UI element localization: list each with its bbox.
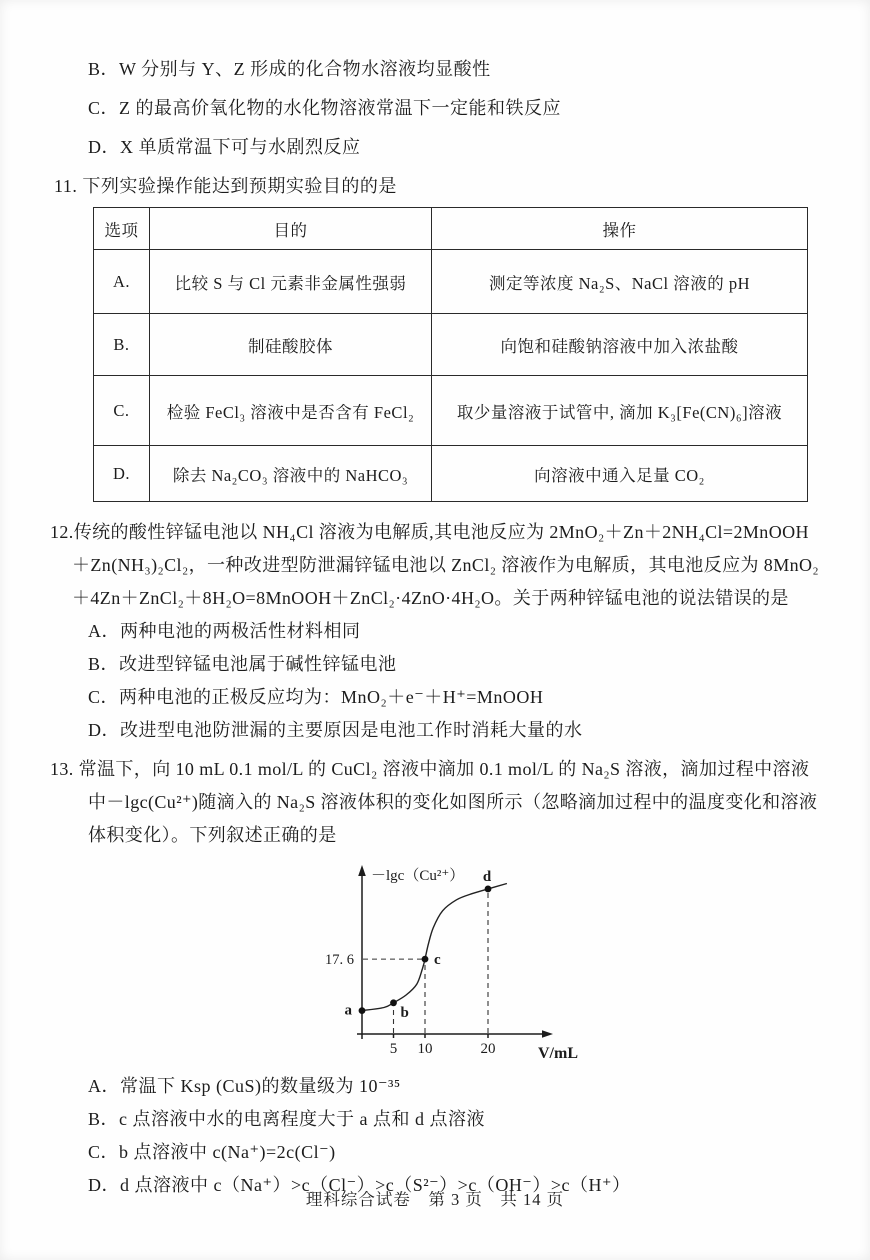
question10-option-d: D．X 单质常温下可与水剧烈反应 <box>88 137 361 157</box>
question13-option-a: A．常温下 Ksp (CuS)的数量级为 10⁻³⁵ <box>88 1076 401 1096</box>
svg-text:5: 5 <box>389 1041 398 1057</box>
col-header-purpose: 目的 <box>150 208 432 250</box>
operation-cell: 向溶液中通入足量 CO₂ <box>432 446 808 502</box>
purpose-cell: 比较 S 与 Cl 元素非金属性强弱 <box>150 250 432 314</box>
svg-text:20: 20 <box>480 1041 496 1057</box>
col-header-option: 选项 <box>94 208 150 250</box>
question12-line1: 12.传统的酸性锌锰电池以 NH₄Cl 溶液为电解质,其电池反应为 2MnO₂＋Zn＋2NH₄Cl=2MnOOH <box>50 522 809 542</box>
question12-option-c: C．两种电池的正极反应均为：MnO₂＋e⁻＋H⁺=MnOOH <box>88 687 544 707</box>
svg-text:c: c <box>434 952 441 969</box>
table-header-row <box>94 208 808 250</box>
question12-text <box>50 516 822 615</box>
question12-options <box>48 621 822 741</box>
svg-text:b: b <box>400 1004 409 1021</box>
option-cell: A. <box>94 250 150 314</box>
svg-text:a: a <box>344 1002 352 1019</box>
question13-line3: 体积变化）。下列叙述正确的是 <box>88 825 337 845</box>
page-footer: 理科综合试卷 第 3 页 共 14 页 <box>305 1190 565 1209</box>
operation-cell: 向饱和硅酸钠溶液中加入浓盐酸 <box>432 314 808 376</box>
col-header-operation: 操作 <box>432 208 808 250</box>
question13-line1: 13. 常温下，向 10 mL 0.1 mol/L 的 CuCl₂ 溶液中滴加 0.1 mol/L 的 Na₂S 溶液，滴加过程中溶液 <box>50 759 810 779</box>
question12-option-d: D．改进型电池防泄漏的主要原因是电池工作时消耗大量的水 <box>88 720 583 740</box>
question13-line2: 中－lgc(Cu²⁺)随滴入的 Na₂S 溶液体积的变化如图所示（忽略滴加过程中的温度变化和溶液 <box>88 792 818 812</box>
question11-stem: 11. 下列实验操作能达到预期实验目的的是 <box>54 176 397 196</box>
svg-text:10: 10 <box>417 1041 433 1057</box>
option-cell: D. <box>94 446 150 502</box>
question12-line2: ＋Zn(NH₃)₂Cl₂，一种改进型防泄漏锌锰电池以 ZnCl₂ 溶液作为电解质，其电池反应为 8MnO₂ <box>72 555 820 575</box>
question12-option-b: B．改进型锌锰电池属于碱性锌锰电池 <box>88 654 397 674</box>
purpose-cell: 制硅酸胶体 <box>150 314 432 376</box>
question13-option-d: D．d 点溶液中 c（Na⁺）>c（Cl⁻）>c（S²⁻）>c（OH⁻）>c（H⁺） <box>88 1175 631 1195</box>
svg-text:－lgc（Cu²⁺）: －lgc（Cu²⁺） <box>371 868 465 884</box>
table-row-d <box>94 446 808 502</box>
question13-options <box>48 1076 822 1196</box>
svg-text:d: d <box>482 868 492 885</box>
question10-option-c: C．Z 的最高价氧化物的水化物溶液常温下一定能和铁反应 <box>88 98 561 118</box>
curve-svg <box>300 858 600 1070</box>
titration-curve-chart <box>300 858 600 1070</box>
table-row-b <box>94 314 808 376</box>
question12-option-a: A．两种电池的两极活性材料相同 <box>88 621 361 641</box>
table-row-a <box>94 250 808 314</box>
question13-text <box>50 753 822 852</box>
question10-option-b: B．W 分别与 Y、Z 形成的化合物水溶液均显酸性 <box>88 59 491 79</box>
purpose-cell: 检验 FeCl₃ 溶液中是否含有 FeCl₂ <box>150 376 432 446</box>
svg-text:V/mL: V/mL <box>538 1045 578 1062</box>
question13-option-c: C．b 点溶液中 c(Na⁺)=2c(Cl⁻) <box>88 1142 336 1162</box>
option-cell: B. <box>94 314 150 376</box>
question13-option-b: B．c 点溶液中水的电离程度大于 a 点和 d 点溶液 <box>88 1109 485 1129</box>
operation-cell: 测定等浓度 Na₂S、NaCl 溶液的 pH <box>432 250 808 314</box>
svg-text:17. 6: 17. 6 <box>325 952 354 969</box>
option-cell: C. <box>94 376 150 446</box>
purpose-cell: 除去 Na₂CO₃ 溶液中的 NaHCO₃ <box>150 446 432 502</box>
experiment-table <box>93 207 808 502</box>
question12-line3: ＋4Zn＋ZnCl₂＋8H₂O=8MnOOH＋ZnCl₂·4ZnO·4H₂O。关于两种锌锰电池的说法错误的是 <box>72 588 789 608</box>
table-row-c <box>94 376 808 446</box>
operation-cell: 取少量溶液于试管中, 滴加 K₃[Fe(CN)₆]溶液 <box>432 376 808 446</box>
